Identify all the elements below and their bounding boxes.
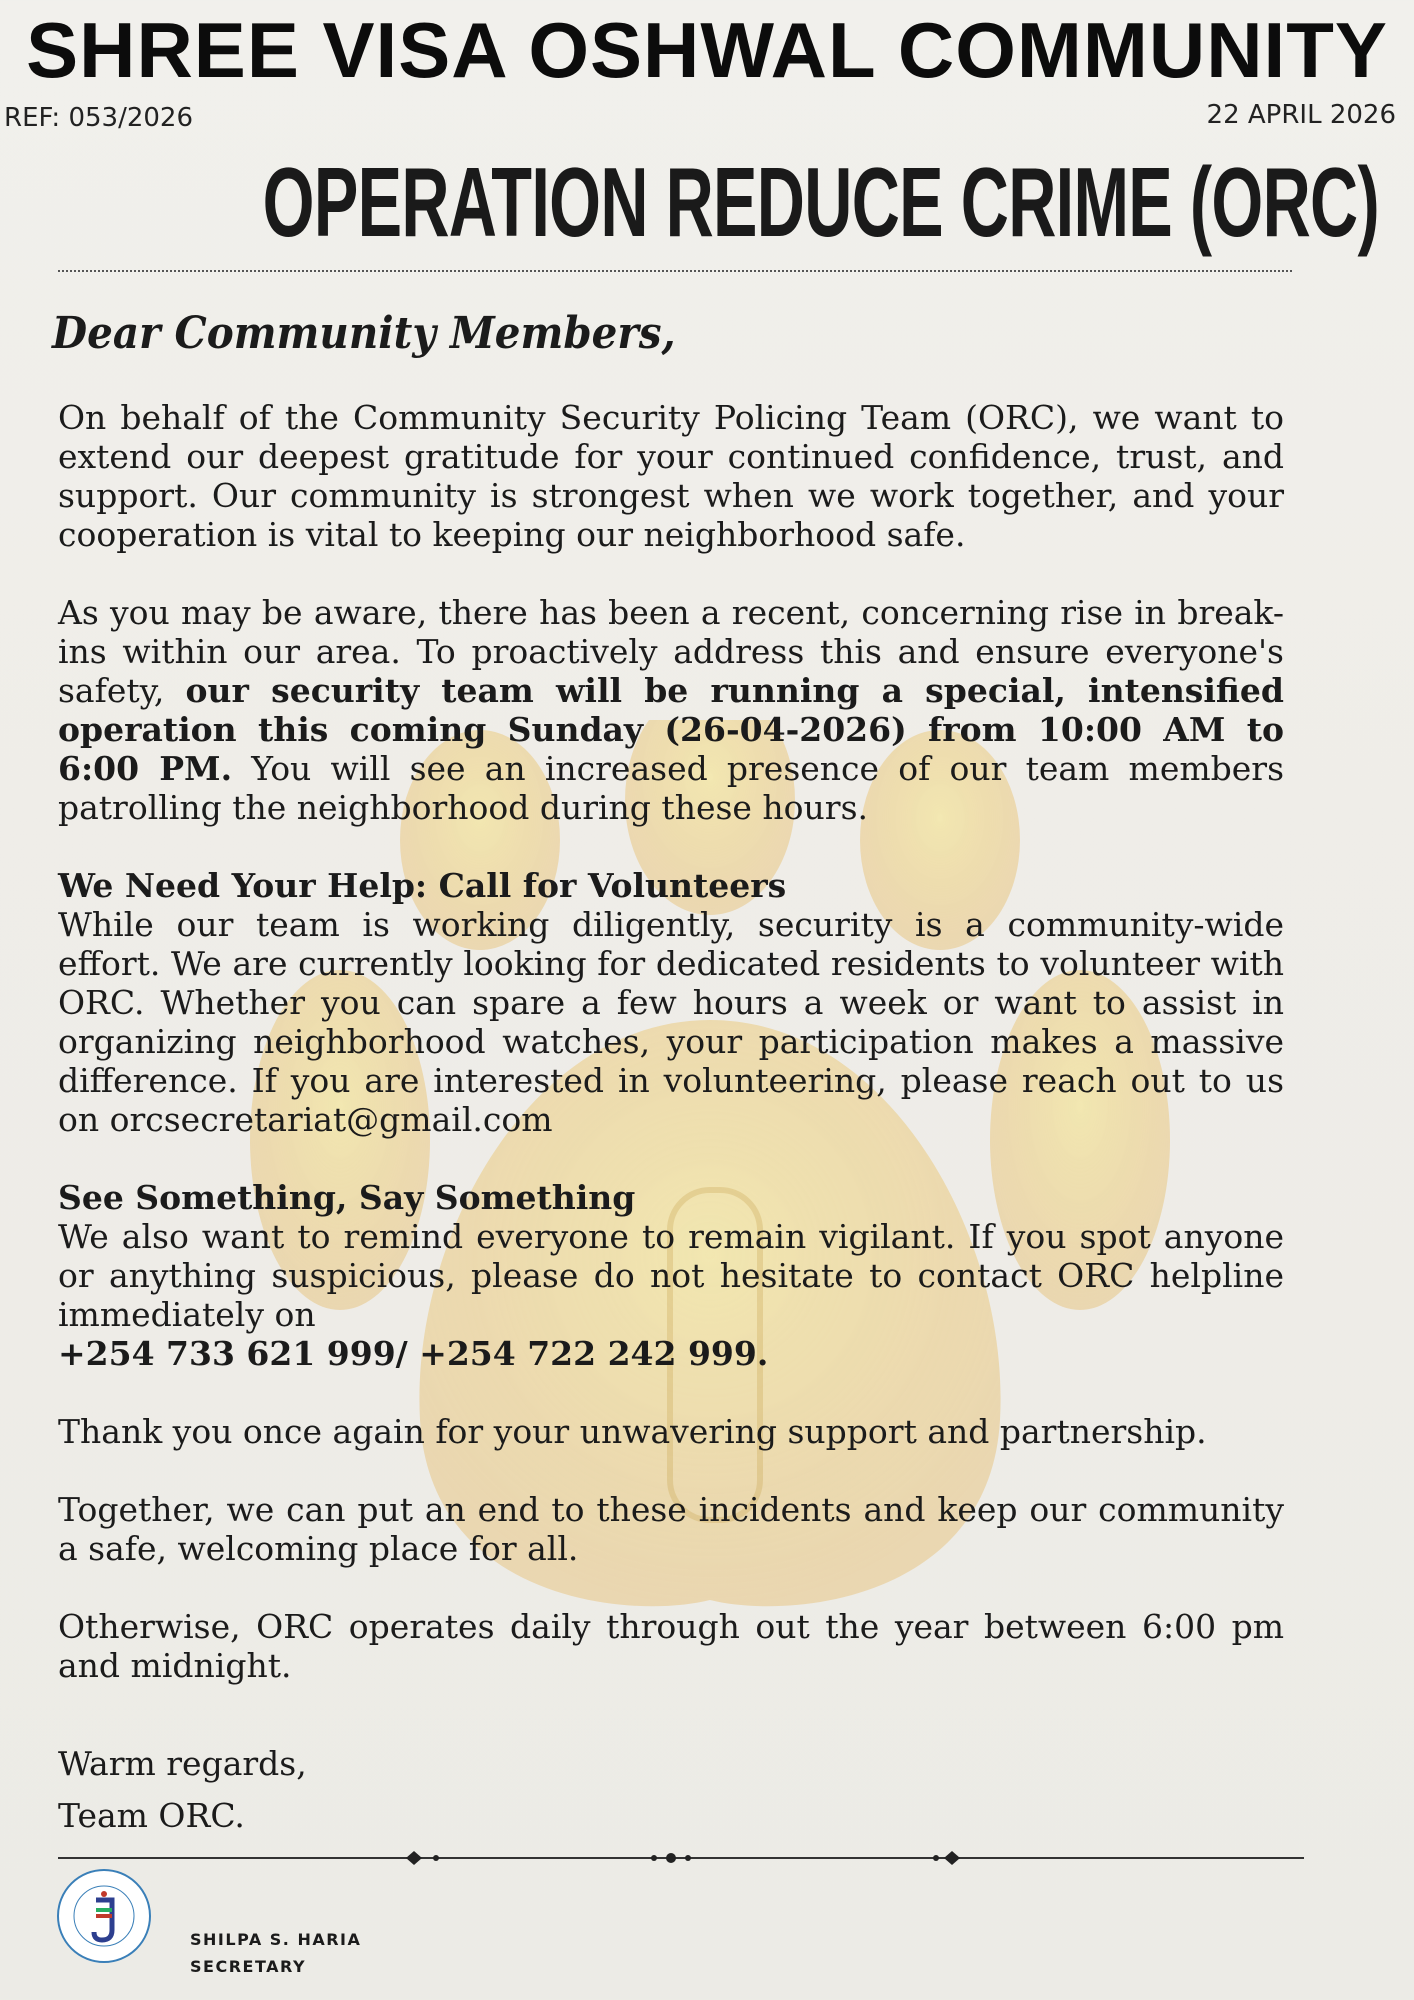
document-title — [0, 142, 1414, 262]
operation-paragraph — [58, 593, 1284, 827]
vigilant-text: We also want to remind everyone to remain vigilant. If you spot anyone or anything suspicious, please do not hesitate to contact ORC helpline immediately on — [58, 1217, 1284, 1334]
operation-text-start: As you may be aware, there has been a recent, concerning rise in break-ins within our area. To proactively address this and ensure everyone's safety, — [58, 593, 1284, 710]
title-divider — [58, 270, 1292, 272]
closing-regards: Warm regards, — [58, 1744, 307, 1783]
hours-paragraph: Otherwise, ORC operates daily through out the year between 6:00 pm and midnight. — [58, 1607, 1284, 1685]
volunteers-section — [58, 866, 1284, 1139]
volunteers-heading: We Need Your Help: Call for Volunteers — [58, 866, 787, 905]
vigilant-heading: See Something, Say Something — [58, 1178, 636, 1217]
document-title-text: OPERATION REDUCE CRIME (ORC) — [262, 147, 1379, 257]
helpline-numbers: +254 733 621 999/ +254 722 242 999. — [58, 1334, 769, 1373]
closing-team: Team ORC. — [58, 1796, 245, 1835]
intro-paragraph: On behalf of the Community Security Policing Team (ORC), we want to extend our deepest gratitude for your continued confidence, trust, and support. Our community is strongest when we work together, and your cooperation is vital to keeping our neighborhood safe. — [58, 398, 1284, 554]
reference-number: REF: 053/2026 — [4, 103, 194, 133]
community-seal-icon — [56, 1868, 152, 1964]
together-paragraph: Together, we can put an end to these incidents and keep our community a safe, welcoming place for all. — [58, 1490, 1284, 1568]
operation-text-end: You will see an increased presence of our team members patrolling the neighborhood during these hours. — [58, 749, 1285, 827]
signatory-role: SECRETARY — [190, 1957, 307, 1976]
signatory-name: SHILPA S. HARIA — [190, 1930, 362, 1949]
salutation: Dear Community Members, — [52, 308, 676, 359]
thanks-paragraph: Thank you once again for your unwavering support and partnership. — [58, 1412, 1207, 1451]
letter-date: 22 APRIL 2026 — [1206, 100, 1396, 130]
volunteers-text: While our team is working diligently, security is a community-wide effort. We are currently looking for dedicated residents to volunteer with ORC. Whether you can spare a few hours a week or want to assist in organizing neighborhood watches, your participation makes a massive difference. If you are interested in volunteering, please reach out to us on orcsecretariat@gmail.com — [58, 905, 1284, 1139]
vigilant-section — [58, 1178, 1284, 1373]
letter-body — [58, 398, 1284, 1724]
operation-details: our security team will be running a special, intensified operation this coming Sunday (26-04-2026) from 10:00 AM to 6:00 PM. — [58, 671, 1284, 788]
org-name: SHREE VISA OSHWAL COMMUNITY — [26, 6, 1388, 94]
ornamental-divider — [58, 1848, 1304, 1868]
closing-block — [58, 1738, 307, 1842]
